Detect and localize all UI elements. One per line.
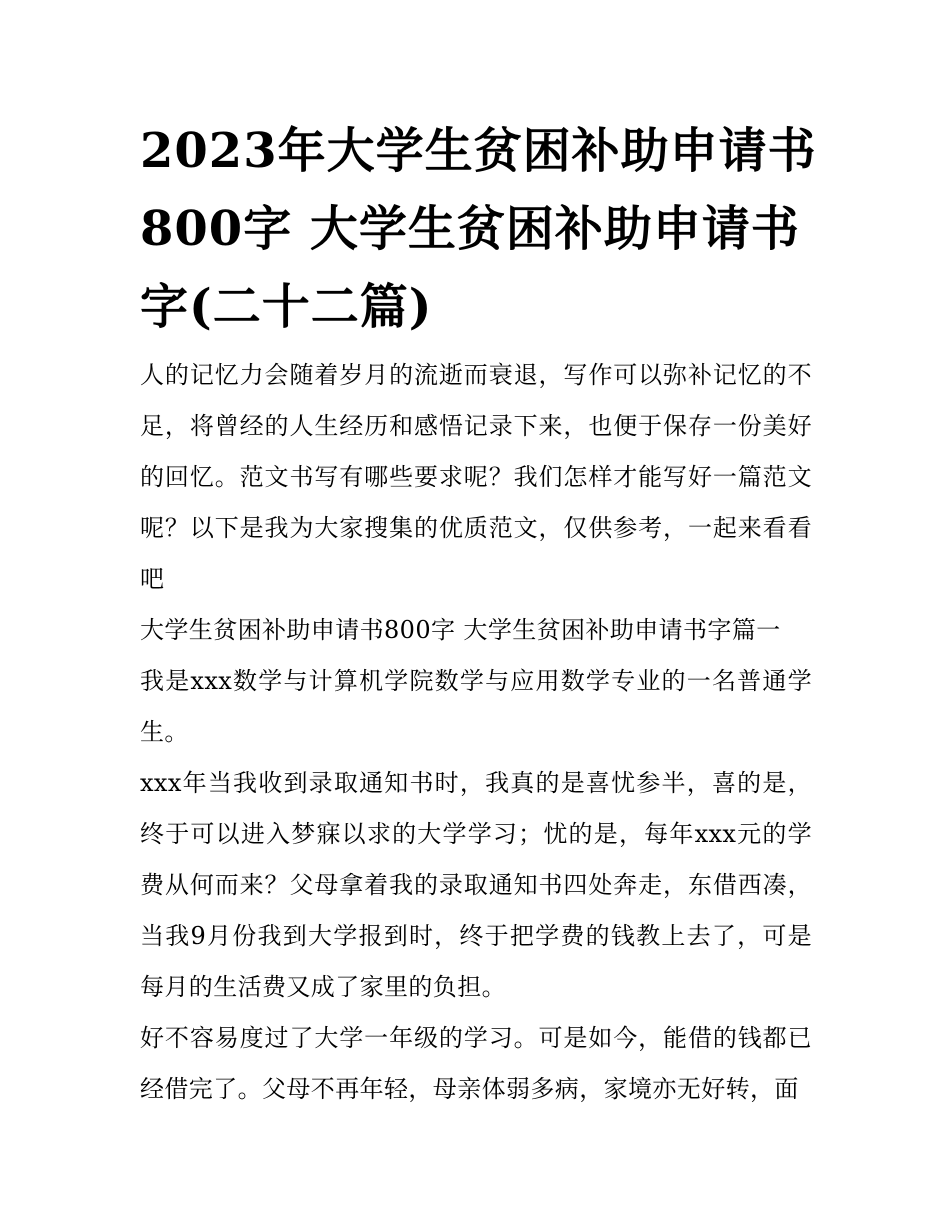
title-line-3: 字(二十二篇) xyxy=(140,279,433,335)
title-line-2: 800字 大学生贫困补助申请书 xyxy=(140,201,800,257)
intro-paragraph: 人的记忆力会随着岁月的流逝而衰退，写作可以弥补记忆的不足，将曾经的人生经历和感悟记录下来，也便于保存一份美好的回忆。范文书写有哪些要求呢？我们怎样才能写好一篇范文呢？以下是我为大家搜集的优质范文，仅供参考，一起来看看吧 xyxy=(140,361,812,593)
section-heading: 大学生贫困补助申请书800字 大学生贫困补助申请书字篇一 xyxy=(140,616,781,644)
document-title xyxy=(140,112,817,346)
body-paragraph-1: 我是xxx数学与计算机学院数学与应用数学专业的一名普通学生。 xyxy=(140,667,812,746)
title-line-1: 2023年大学生贫困补助申请书 xyxy=(140,123,817,179)
body-paragraph-3: 好不容易度过了大学一年级的学习。可是如今，能借的钱都已经借完了。父母不再年轻，母亲体弱多病，家境亦无好转，面 xyxy=(140,1024,812,1103)
document-page xyxy=(140,112,817,1115)
body-paragraph-2: xxx年当我收到录取通知书时，我真的是喜忧参半，喜的是，终于可以进入梦寐以求的大学学习；忧的是，每年xxx元的学费从何而来？父母拿着我的录取通知书四处奔走，东借西凑，当我9月份我到大学报到时，终于把学费的钱教上去了，可是每月的生活费又成了家里的负担。 xyxy=(140,769,812,1001)
document-body xyxy=(140,350,812,1115)
